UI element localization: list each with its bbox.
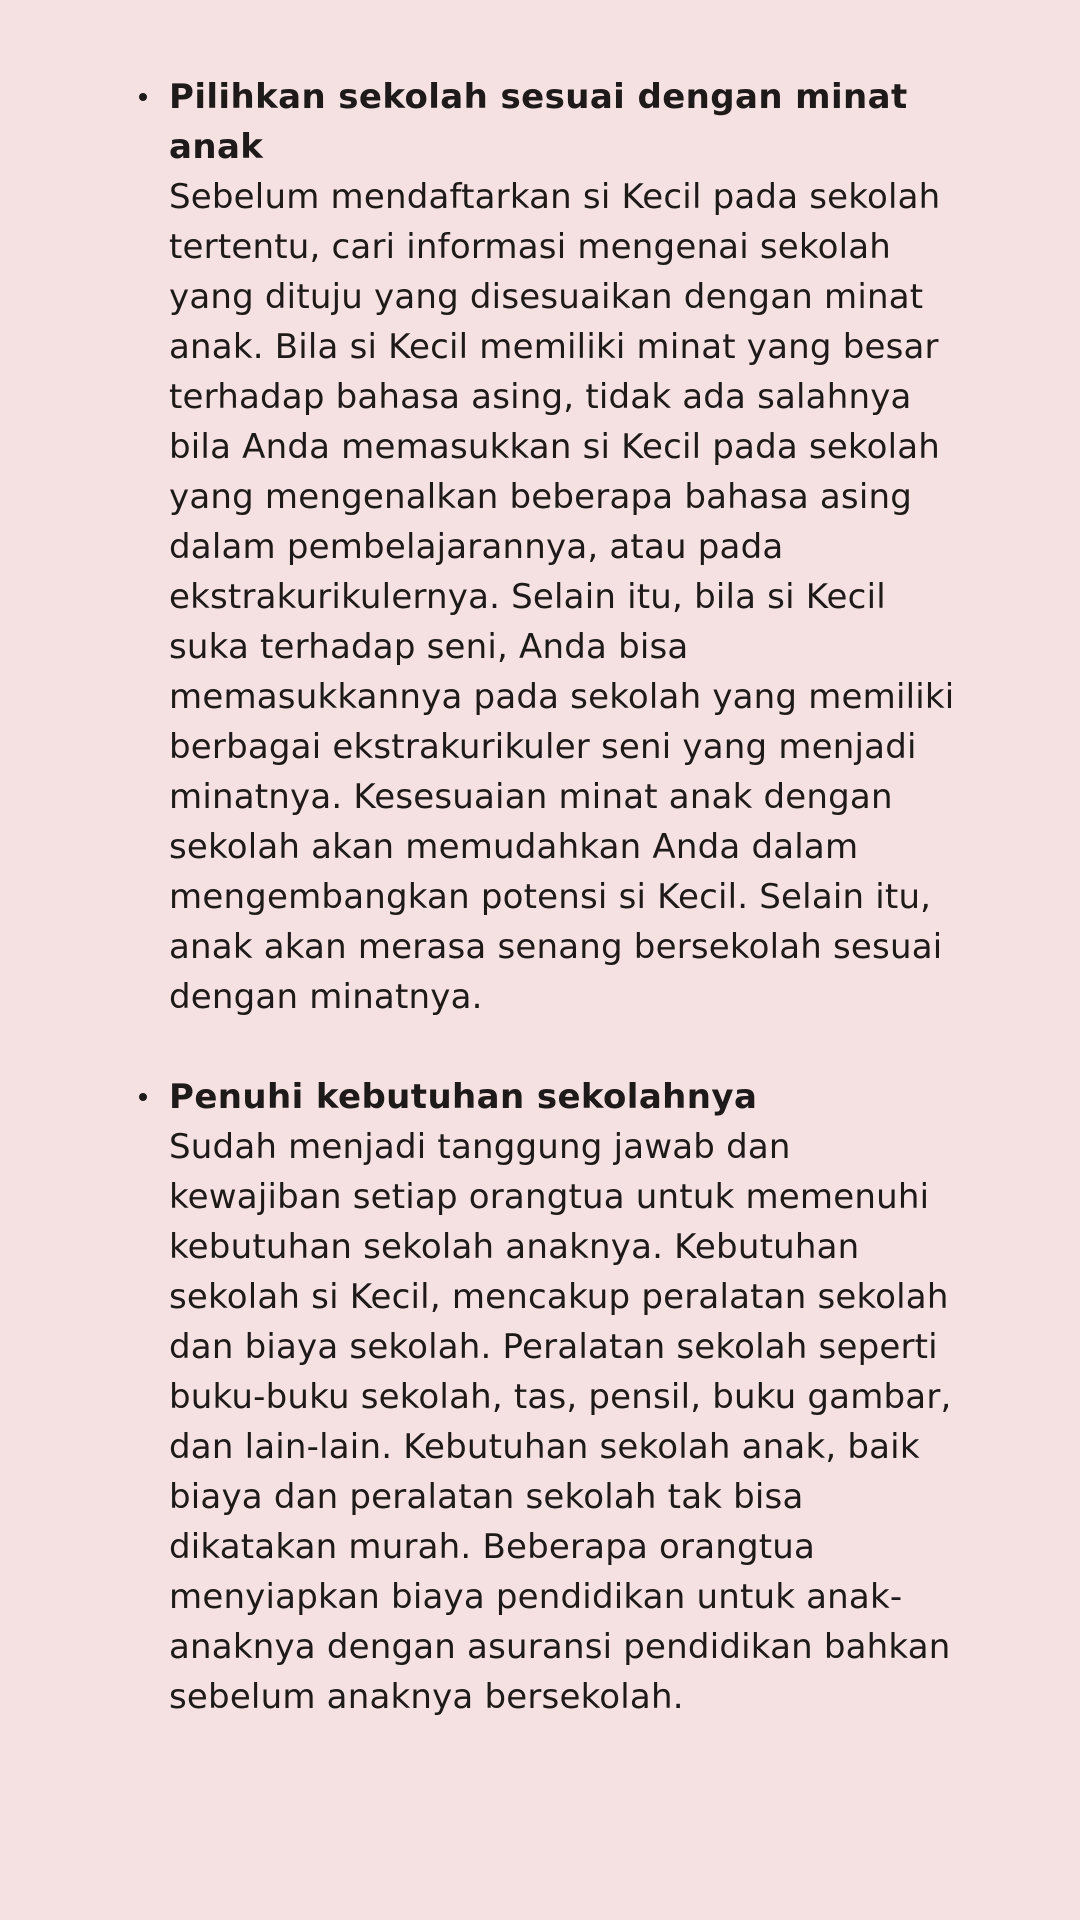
tip-body: Sudah menjadi tanggung jawab dan kewajiban setiap orangtua untuk memenuhi kebutuhan sekolah anaknya. Kebutuhan sekolah si Kecil, mencakup peralatan sekolah dan biaya sekolah. Peralatan sekolah seperti buku-buku sekolah, tas, pensil, buku gambar, dan lain-lain. Kebutuhan sekolah anak, baik biaya dan peralatan sekolah tak bisa dikatakan murah. Beberapa orangtua menyiapkan biaya pendidikan untuk anak-anaknya dengan asuransi pendidikan bahkan sebelum anaknya bersekolah. [169, 1127, 952, 1717]
tip-title: Penuhi kebutuhan sekolahnya [169, 1077, 758, 1117]
bullet-icon [139, 1093, 147, 1101]
bullet-icon [139, 93, 147, 101]
tip-title: Pilihkan sekolah sesuai dengan minat anak [169, 77, 908, 167]
tip-item-school-needs [135, 1072, 970, 1722]
tip-item-school-interest [135, 72, 970, 1022]
tips-list [135, 72, 970, 1722]
tip-body: Sebelum mendaftarkan si Kecil pada sekolah tertentu, cari informasi mengenai sekolah yang dituju yang disesuaikan dengan minat anak. Bila si Kecil memiliki minat yang besar terhadap bahasa asing, tidak ada salahnya bila Anda memasukkan si Kecil pada sekolah yang mengenalkan beberapa bahasa asing dalam pembelajarannya, atau pada ekstrakurikulernya. Selain itu, bila si Kecil suka terhadap seni, Anda bisa memasukkannya pada sekolah yang memiliki berbagai ekstrakurikuler seni yang menjadi minatnya. Kesesuaian minat anak dengan sekolah akan memudahkan Anda dalam mengembangkan potensi si Kecil. Selain itu, anak akan merasa senang bersekolah sesuai dengan minatnya. [169, 177, 955, 1017]
